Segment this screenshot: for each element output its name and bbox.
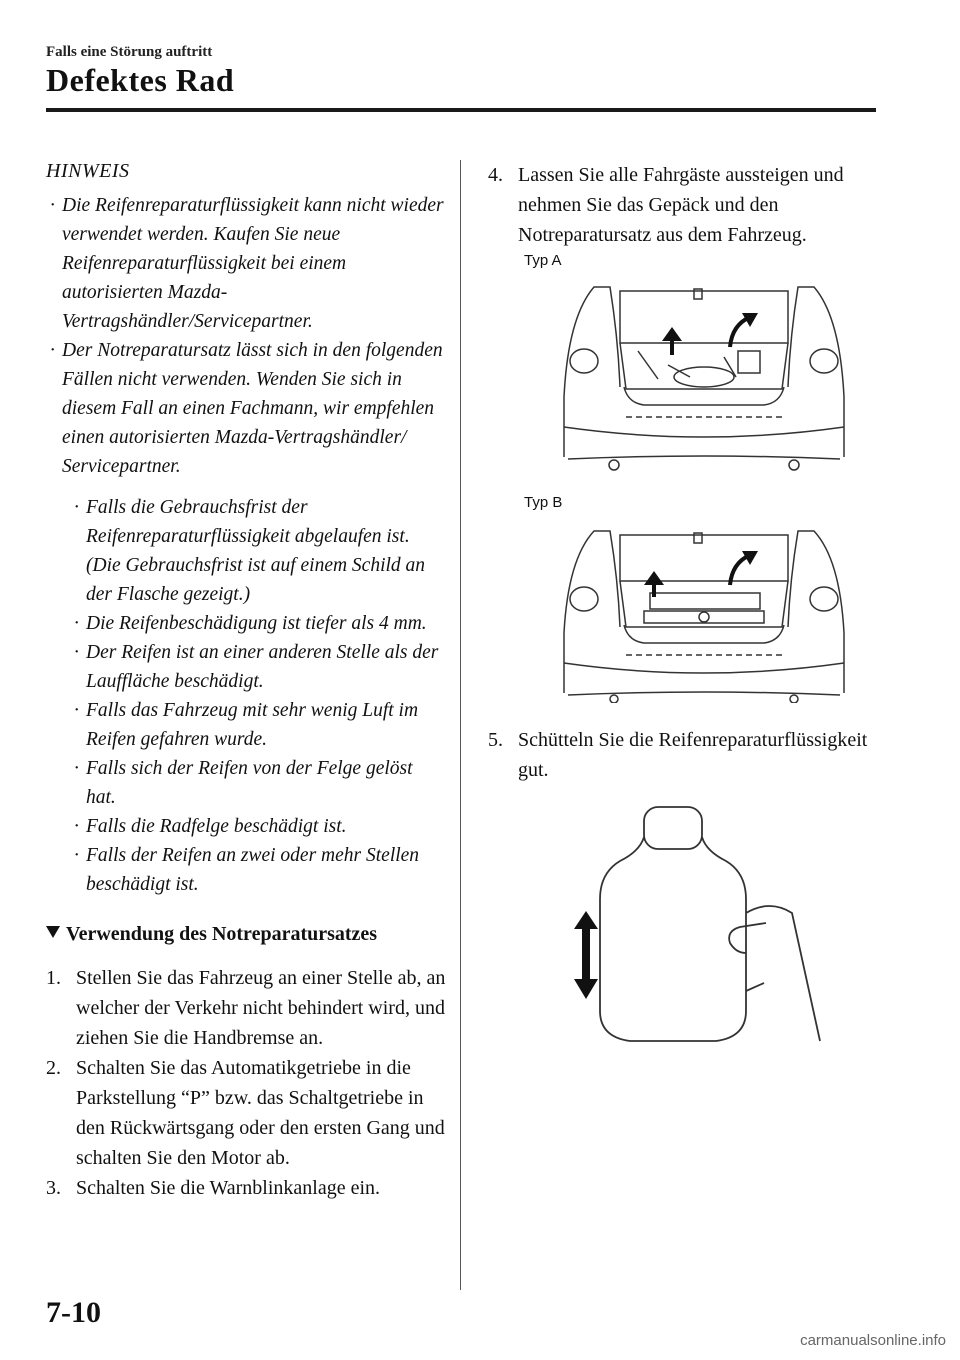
note-sub-bullet (46, 841, 446, 899)
step-number: 2. (46, 1057, 61, 1079)
bullet-dot-icon: · (74, 816, 79, 837)
note-sub-bullet (46, 493, 446, 609)
right-column (488, 160, 888, 1063)
step-text: Stellen Sie das Fahrzeug an einer Stelle ab, an welcher der Verkehr nicht behindert wird, und ziehen Sie die Handbremse an. (76, 967, 446, 1049)
note-bullet (46, 336, 446, 481)
section-label: Falls eine Störung auftritt (46, 44, 213, 60)
step-item (488, 725, 888, 785)
note-sub-text: Falls die Gebrauchsfrist der Reifenreparaturflüssigkeit abgelaufen ist. (Die Gebrauchsfrist ist auf einem Schild an der Flasche gezeigt.) (86, 497, 426, 605)
figure-label-typ-b: Typ B (524, 494, 563, 511)
bullet-dot-icon: · (74, 845, 79, 866)
bullet-dot-icon: · (50, 340, 55, 361)
trunk-type-b-figure (554, 523, 854, 703)
step-number: 4. (488, 164, 503, 186)
note-sub-text: Falls das Fahrzeug mit sehr wenig Luft im Reifen gefahren wurde. (86, 700, 419, 750)
step-text: Schalten Sie das Automatikgetriebe in die Parkstellung “P” bzw. das Schaltgetriebe in den Rückwärtsgang oder den ersten Gang und schalten Sie den Motor ab. (76, 1057, 445, 1169)
note-box (46, 191, 446, 899)
step-item (46, 963, 446, 1053)
note-sub-text: Falls die Radfelge beschädigt ist. (86, 816, 347, 837)
left-column (46, 160, 446, 1203)
bullet-dot-icon: · (74, 613, 79, 634)
step-item (46, 1053, 446, 1173)
note-sub-bullet (46, 696, 446, 754)
column-divider (460, 160, 461, 1290)
page-title: Defektes Rad (46, 62, 235, 98)
step-item (46, 1173, 446, 1203)
note-bullet-text: Der Notreparatursatz lässt sich in den folgenden Fällen nicht verwenden. Wenden Sie sich in diesem Fall an einen Fachmann, wir empfehlen einen autorisierten Mazda-Vertragshändler/ Servicepartner. (62, 340, 443, 477)
section-heading-text: Verwendung des Notreparatursatzes (66, 923, 378, 945)
note-sub-bullet (46, 812, 446, 841)
sealant-bottle-figure (570, 803, 830, 1063)
bullet-dot-icon: · (74, 758, 79, 779)
bullet-dot-icon: · (74, 497, 79, 518)
step-text: Schalten Sie die Warnblinkanlage ein. (76, 1177, 381, 1199)
step-text: Lassen Sie alle Fahrgäste aussteigen und nehmen Sie das Gepäck und den Notreparatursatz aus dem Fahrzeug. (518, 164, 844, 246)
section-heading (46, 919, 446, 949)
note-sub-list (46, 493, 446, 899)
trunk-type-a-figure (554, 277, 854, 472)
note-heading: HINWEIS (46, 160, 130, 182)
step-text: Schütteln Sie die Reifenreparaturflüssigkeit gut. (518, 729, 868, 781)
triangle-down-icon (46, 926, 60, 938)
note-sub-bullet (46, 754, 446, 812)
note-sub-text: Der Reifen ist an einer anderen Stelle als der Lauffläche beschädigt. (86, 642, 439, 692)
step-number: 5. (488, 729, 503, 751)
bullet-dot-icon: · (50, 195, 55, 216)
note-bullet (46, 191, 446, 336)
step-number: 1. (46, 967, 61, 989)
steps-list-right (488, 160, 888, 250)
page-number: 7-10 (46, 1296, 101, 1329)
header-rule (46, 108, 876, 112)
note-sub-text: Die Reifenbeschädigung ist tiefer als 4 mm. (86, 613, 427, 634)
note-bullet-text: Die Reifenreparaturflüssigkeit kann nicht wieder verwendet werden. Kaufen Sie neue Reifenreparaturflüssigkeit bei einem autorisierten Mazda-Vertragshändler/Servicepartner. (62, 195, 444, 332)
step-number: 3. (46, 1177, 61, 1199)
note-sub-text: Falls der Reifen an zwei oder mehr Stellen beschädigt ist. (86, 845, 420, 895)
note-sub-bullet (46, 638, 446, 696)
bullet-dot-icon: · (74, 700, 79, 721)
figure-label-typ-a: Typ A (524, 252, 562, 269)
step-item (488, 160, 888, 250)
note-sub-text: Falls sich der Reifen von der Felge gelöst hat. (86, 758, 413, 808)
steps-list (46, 963, 446, 1203)
steps-list-right-2 (488, 725, 888, 785)
bullet-dot-icon: · (74, 642, 79, 663)
footer-url: carmanualsonline.info (800, 1332, 946, 1349)
note-sub-bullet (46, 609, 446, 638)
